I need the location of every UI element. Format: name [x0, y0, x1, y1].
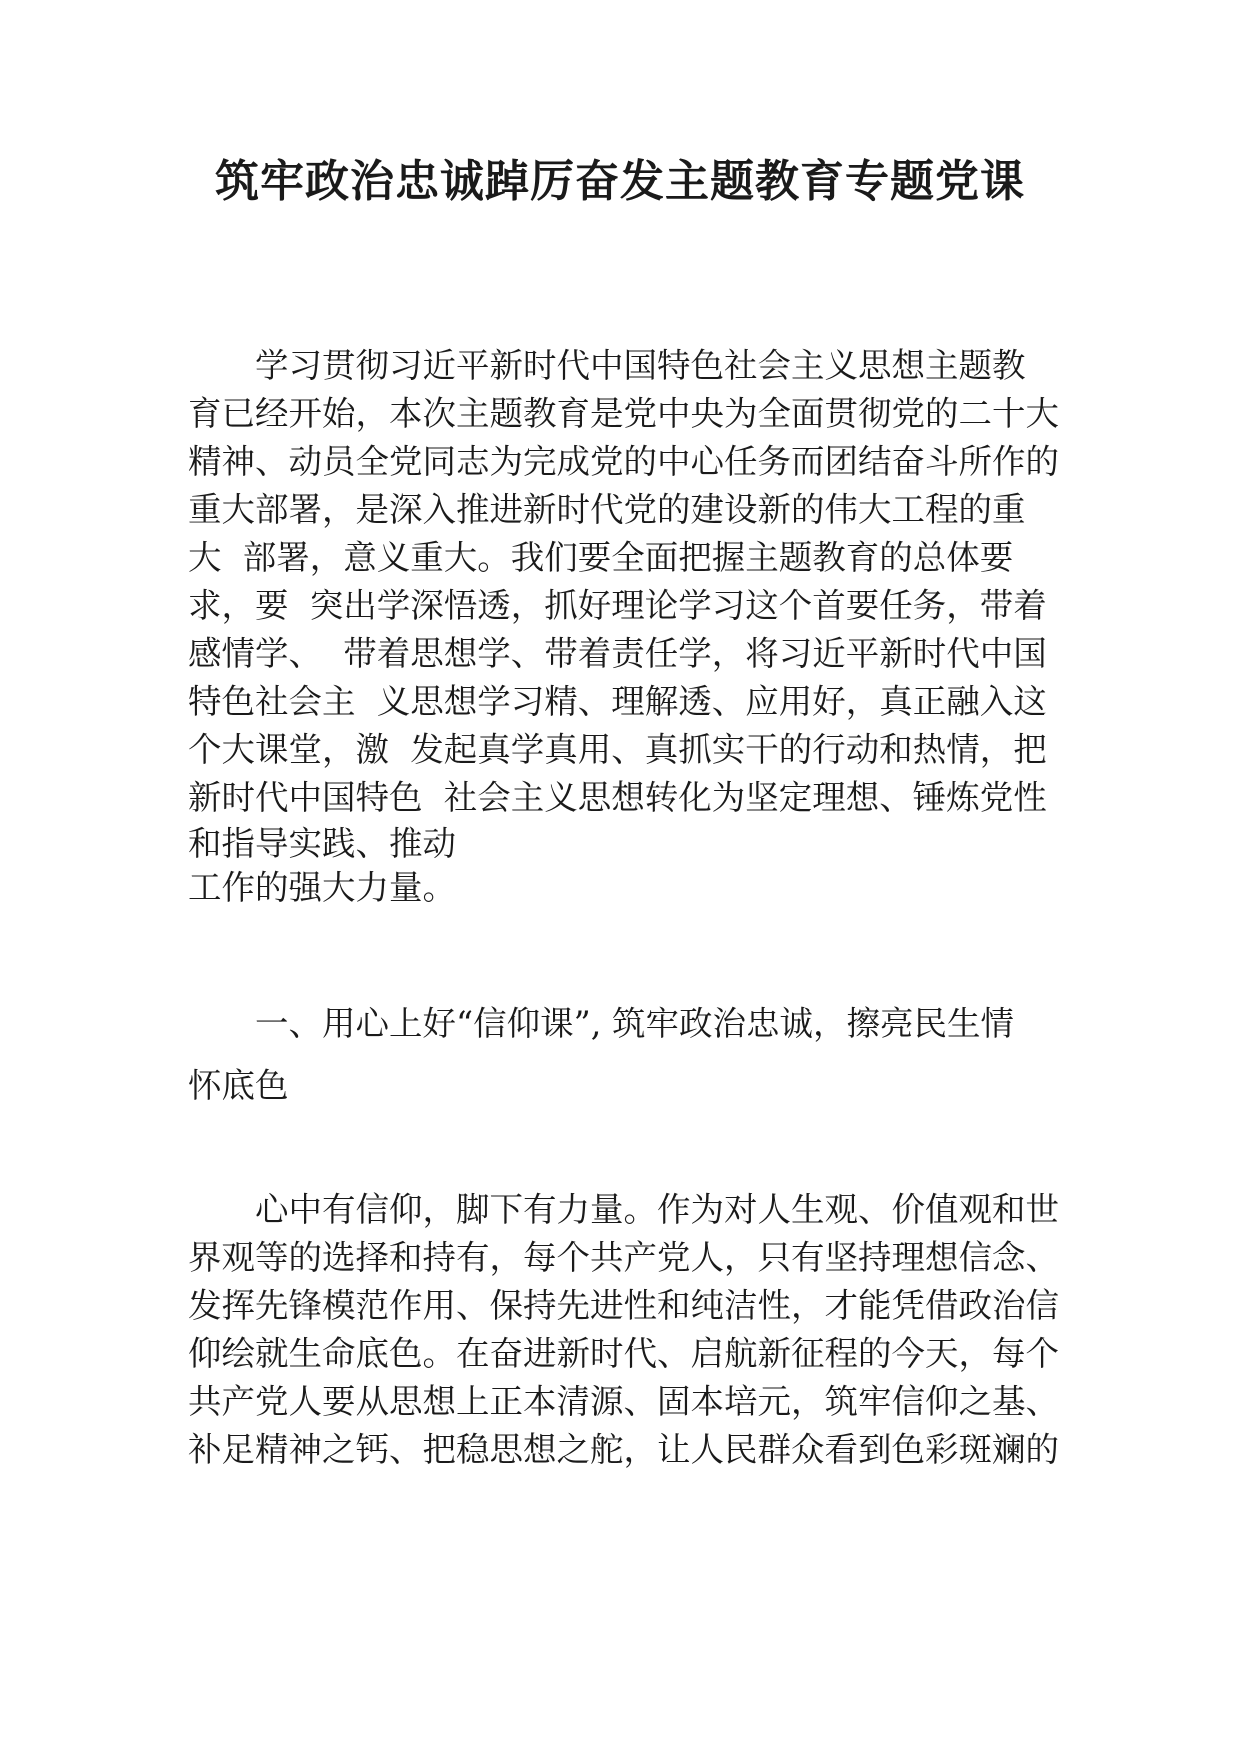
paragraph-1-line: 感情学、 带着思想学、带着责任学，将习近平新时代中国 — [188, 634, 1047, 673]
paragraph-1-line: 新时代中国特色 社会主义思想转化为坚定理想、锤炼党性 — [188, 778, 1047, 817]
paragraph-2-line: 心中有信仰，脚下有力量。作为对人生观、价值观和世 — [188, 1190, 1059, 1229]
paragraph-1-line: 求，要 突出学深悟透，抓好理论学习这个首要任务，带着 — [188, 586, 1047, 625]
paragraph-1-line: 和指导实践、推动 — [188, 824, 456, 863]
paragraph-1-line: 精神、动员全党同志为完成党的中心任务而团结奋斗所作的 — [188, 442, 1059, 481]
section-heading-line: 一、用心上好“信仰课”, 筑牢政治忠诚，擦亮民生情 — [188, 1004, 1015, 1043]
paragraph-1-line: 特色社会主 义思想学习精、理解透、应用好，真正融入这 — [188, 682, 1047, 721]
section-heading-line: 怀底色 — [188, 1066, 289, 1105]
paragraph-2-line: 补足精神之钙、把稳思想之舵，让人民群众看到色彩斑斓的 — [188, 1430, 1059, 1469]
paragraph-1-line: 育已经开始，本次主题教育是党中央为全面贯彻党的二十大 — [188, 394, 1059, 433]
paragraph-2-line: 仰绘就生命底色。在奋进新时代、启航新征程的今天，每个 — [188, 1334, 1059, 1373]
paragraph-1-line: 工作的强大力量。 — [188, 868, 456, 907]
paragraph-2-line: 界观等的选择和持有，每个共产党人，只有坚持理想信念、 — [188, 1238, 1059, 1277]
paragraph-1-line: 大 部署，意义重大。我们要全面把握主题教育的总体要 — [188, 538, 1014, 577]
paragraph-1-line: 个大课堂，激 发起真学真用、真抓实干的行动和热情，把 — [188, 730, 1047, 769]
document-title: 筑牢政治忠诚踔厉奋发主题教育专题党课 — [215, 156, 1025, 207]
paragraph-2-line: 共产党人要从思想上正本清源、固本培元，筑牢信仰之基、 — [188, 1382, 1059, 1421]
paragraph-1-line: 重大部署，是深入推进新时代党的建设新的伟大工程的重 — [188, 490, 1026, 529]
paragraph-2-line: 发挥先锋模范作用、保持先进性和纯洁性，才能凭借政治信 — [188, 1286, 1059, 1325]
paragraph-1-line: 学习贯彻习近平新时代中国特色社会主义思想主题教 — [188, 346, 1026, 385]
